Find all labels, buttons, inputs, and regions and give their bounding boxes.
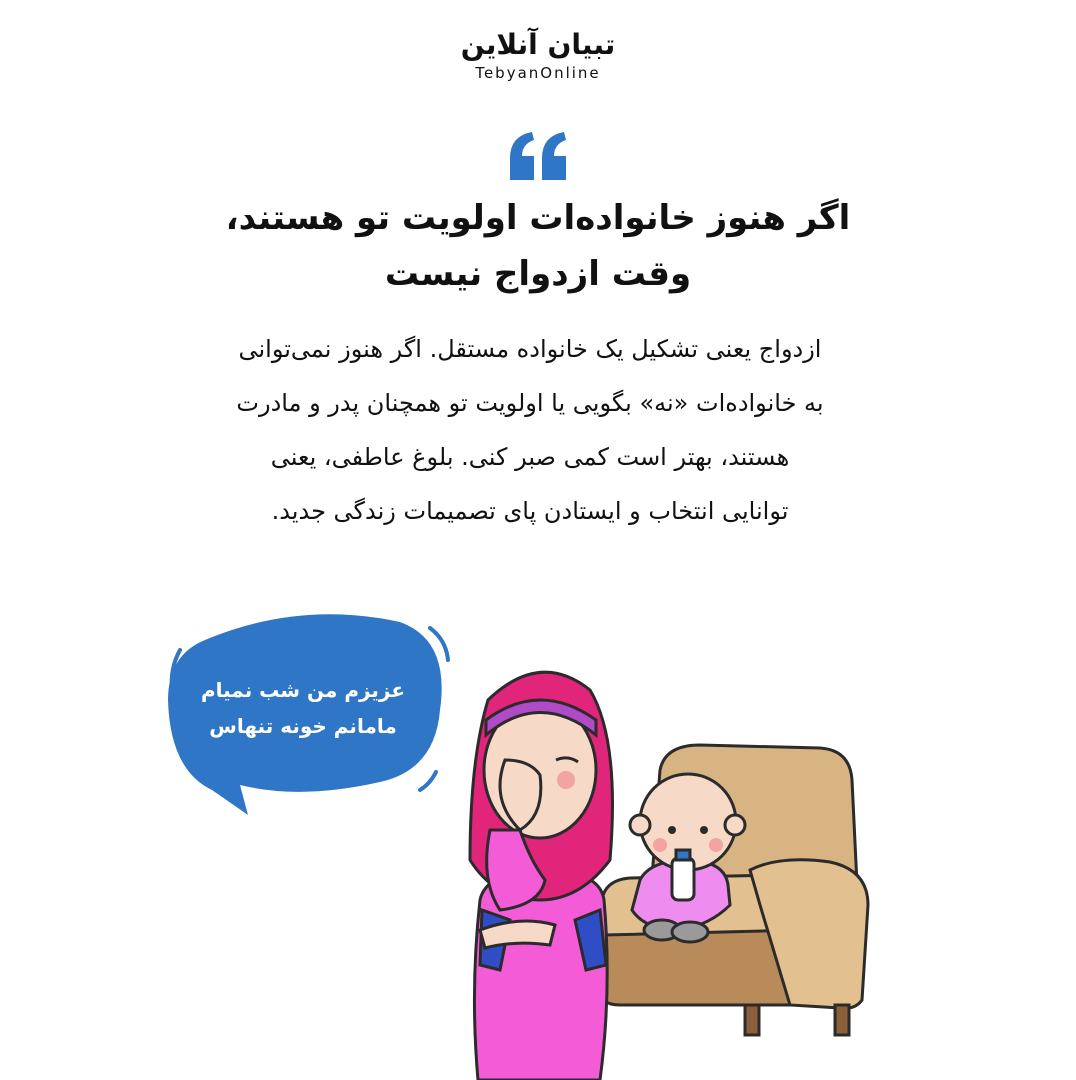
speech-bubble-text: [188, 672, 418, 744]
quote-title: [0, 190, 1076, 302]
quote-title-line-1: اگر هنوز خانواده‌ات اولویت تو هستند،: [225, 198, 851, 238]
speech-bubble-line-1: عزیزم من شب نمیام: [200, 678, 406, 702]
body-line-4: توانایی انتخاب و ایستادن پای تصمیمات زندگی جدید.: [271, 497, 789, 525]
brand-logo: [0, 28, 1076, 82]
logo-persian: تبیان آنلاین: [460, 28, 616, 61]
mother: [470, 672, 613, 1080]
mother-and-baby-illustration: [0, 560, 1076, 1080]
body-line-1: ازدواج یعنی تشکیل یک خانواده مستقل. اگر هنوز نمی‌توانی: [238, 335, 822, 363]
body-line-3: هستند، بهتر است کمی صبر کنی. بلوغ عاطفی، یعنی: [270, 443, 790, 471]
speech-bubble-line-2: مامانم خونه تنهاس: [209, 714, 397, 738]
quote-mark-icon: [0, 130, 1076, 186]
body-paragraph: [170, 322, 890, 538]
quote-title-line-2: وقت ازدواج نیست: [384, 254, 692, 294]
body-line-2: به خانواده‌ات «نه» بگویی یا اولویت تو همچنان پدر و مادرت: [236, 389, 824, 417]
logo-english: TebyanOnline: [475, 64, 601, 82]
